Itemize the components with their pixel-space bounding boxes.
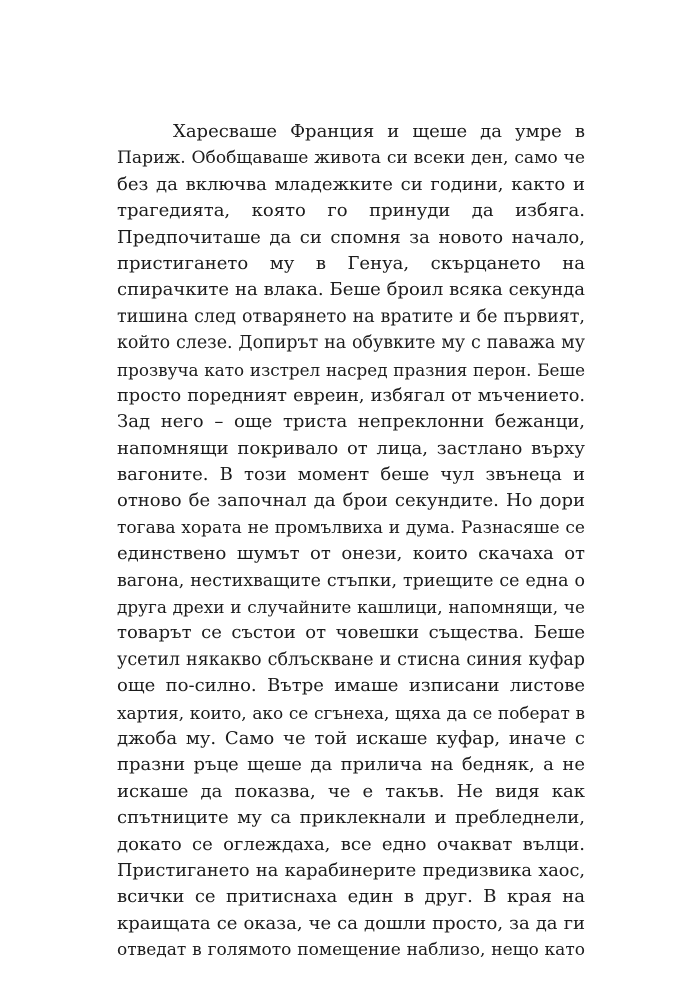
body-paragraph [117, 119, 585, 964]
text-line: Париж. Обобщаваше живота си всеки ден, само че [117, 148, 585, 169]
text-line: вагоните. В този момент беше чул звънеца и [117, 464, 585, 486]
text-line: Предпочиташе да си спомня за новото начало, [117, 226, 585, 248]
text-line: пристигането му в Генуа, скърцането на [117, 252, 585, 274]
text-line: тишина след отварянето на вратите и бе първият, [117, 306, 585, 327]
text-line: единствено шумът от онези, които скачаха от [117, 543, 585, 565]
text-line: отново бе започнал да брои секундите. Но дори [117, 490, 585, 512]
text-line: спътниците му са приклекнали и пребледнели, [117, 807, 585, 829]
text-line: още по-силно. Вътре имаше изписани листове [117, 675, 585, 697]
text-line: спирачките на влака. Беше броил всяка секунда [117, 279, 585, 301]
text-line: Харесваше Франция и щеше да умре в [173, 121, 585, 142]
text-line: хартия, които, ако се сгънеха, щяха да се поберат в [117, 702, 585, 723]
text-line: вагона, нестихващите стъпки, триещите се една о [117, 570, 585, 591]
text-line: трагедията, която го принуди да избяга. [117, 200, 585, 222]
text-line: отведат в голямото помещение наблизо, нещо като [117, 940, 585, 961]
text-line: джоба му. Само че той искаше куфар, иначе с [117, 727, 585, 749]
text-line: всички се притиснаха един в друг. В края на [117, 886, 585, 908]
text-line: без да включва младежките си години, както и [117, 173, 585, 195]
text-line: Зад него – още триста непреклонни бежанци, [117, 411, 585, 433]
text-line: празни ръце щеше да прилича на бедняк, а не [117, 754, 585, 776]
text-line: искаше да показва, че е такъв. Не видя как [117, 780, 585, 802]
text-line: краищата се оказа, че са дошли просто, за да ги [117, 912, 585, 934]
text-line: друга дрехи и случайните кашлици, напомнящи, че [117, 597, 585, 618]
text-line: напомнящи покривало от лица, застлано върху [117, 437, 585, 459]
text-line: товарът се състои от човешки същества. Беше [117, 622, 585, 644]
text-line: прозвуча като изстрел насред празния перон. Беше [117, 359, 585, 380]
text-line: Пристигането на карабинерите предизвика хаос, [117, 860, 585, 881]
text-line: просто поредният евреин, избягал от мъчението. [117, 385, 585, 406]
text-line: който слезе. Допирът на обувките му с паважа му [117, 333, 585, 354]
text-line: тогава хората не промълвиха и дума. Разнасяше се [117, 517, 585, 538]
text-line: докато се оглеждаха, все едно очакват вълци. [117, 833, 585, 855]
text-line: усетил някакво сблъскване и стисна синия куфар [117, 649, 585, 670]
